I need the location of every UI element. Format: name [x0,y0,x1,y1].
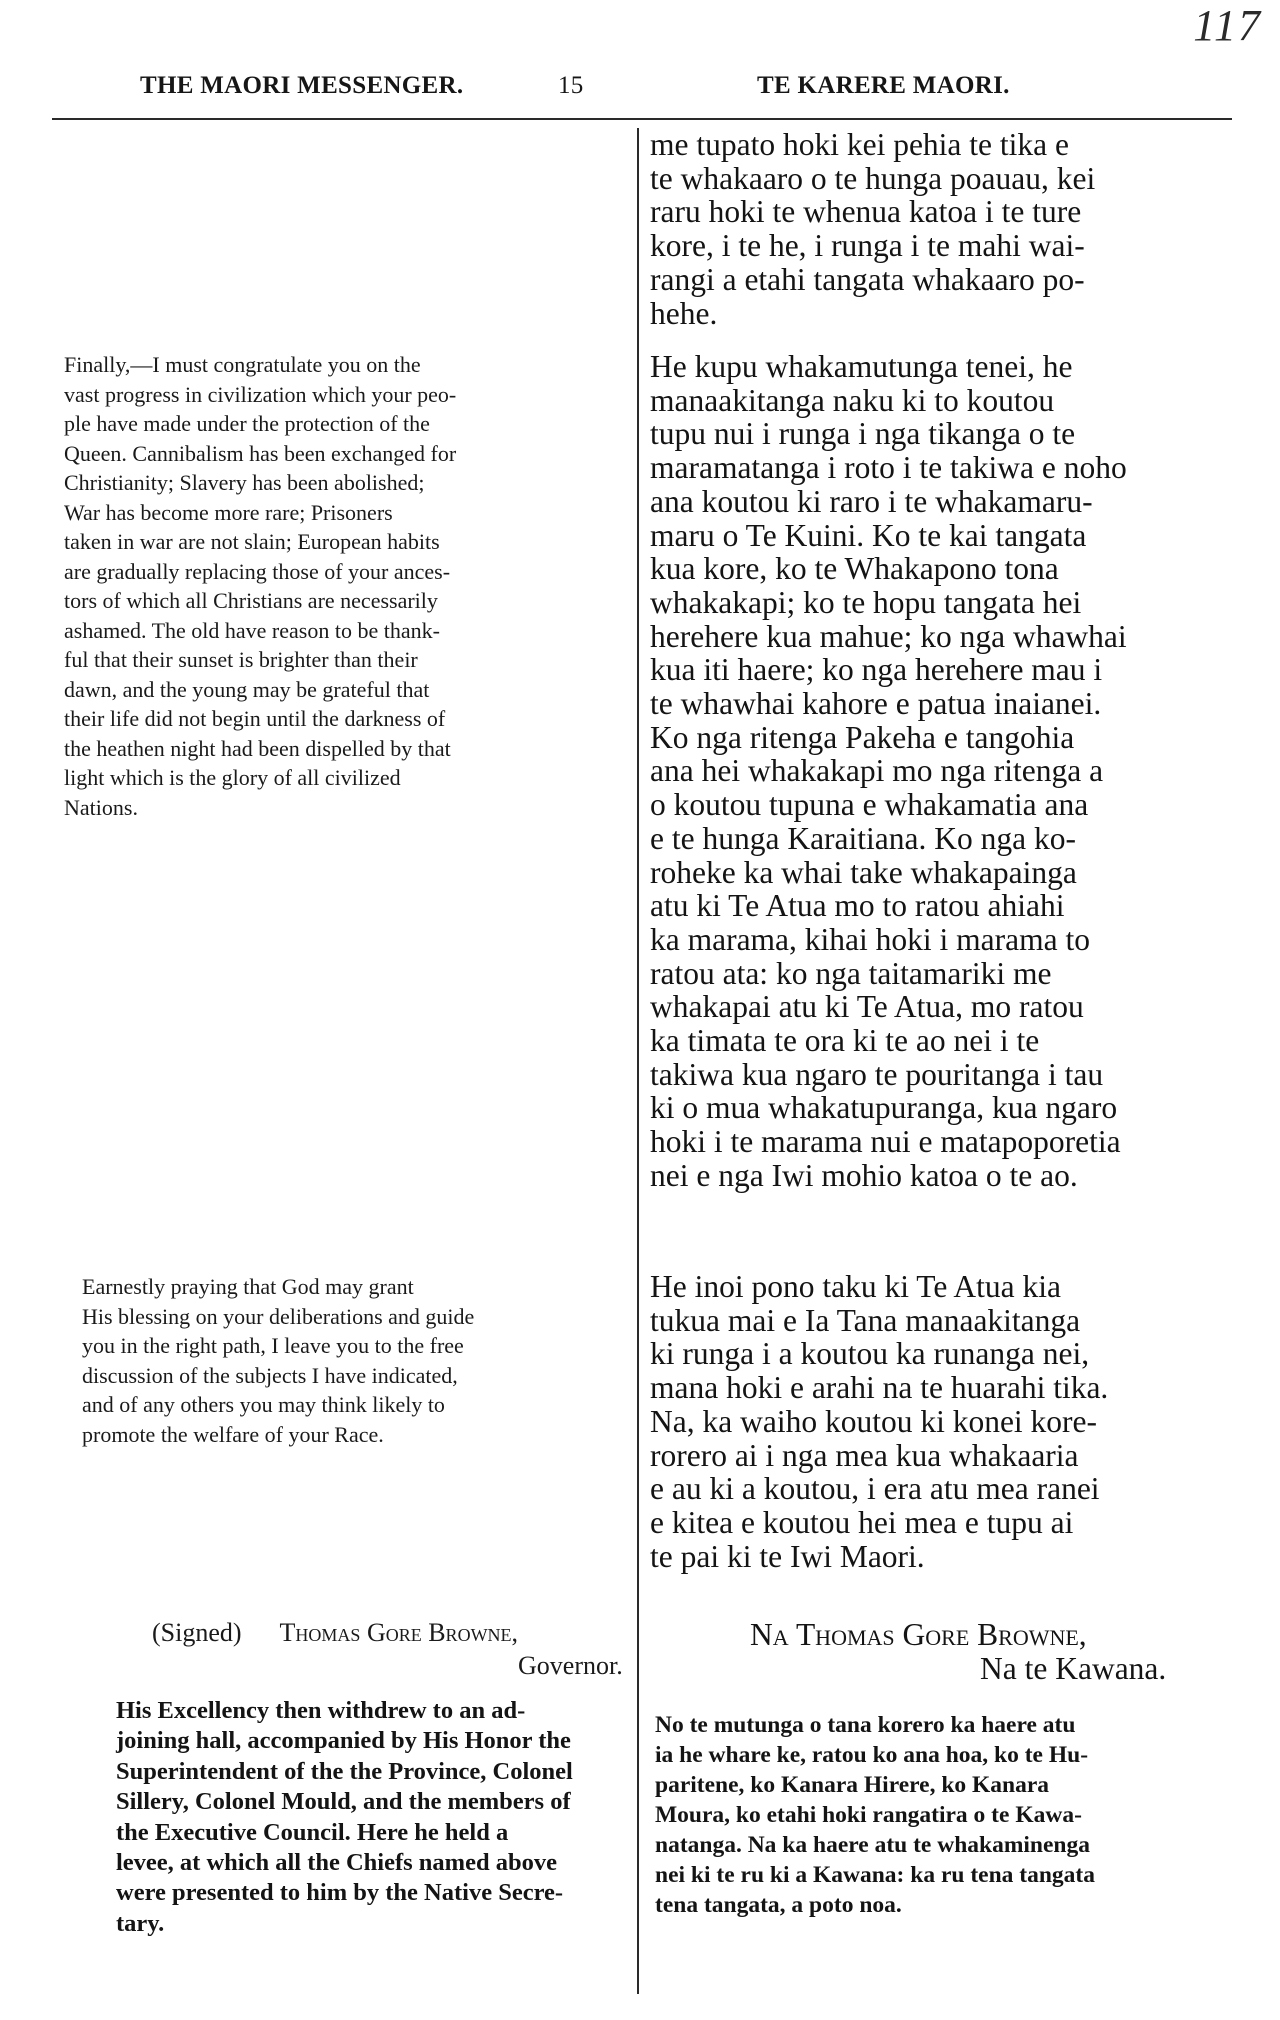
english-paragraph-finally: Finally,—I must congratulate you on the vast progress in civilization which your peo- ple have made under the protection of the Queen. Cannibalism has been exchanged for Christianity; Slavery has been abolished; War has become more rare; Prisoners taken in war are not slain; European habits are gradually replacing those of your ances- tors of which all Christians are necessarily ashamed. The old have reason to be thank- ful that their sunset is brighter than their dawn, and the young may be grateful that their life did not begin until the darkness of the heathen night had been dispelled by that light which is the glory of all civilized Nations. [64,352,457,820]
signed-name: Thomas Gore Browne, [279,1618,519,1647]
english-paragraph-excellency: His Excellency then withdrew to an ad- joining hall, accompanied by His Honor the Superintendent of the the Province, Colonel Sillery, Colonel Mould, and the members of the Executive Council. Here he held a levee, at which all the Chiefs named above were presented to him by the Native Secre- tary. [116,1697,573,1937]
maori-paragraph-3: He inoi pono taku ki Te Atua kia tukua mai e Ia Tana manaakitanga ki runga i a koutou ka runanga nei, mana hoki e arahi na te huarahi tika. Na, ka waiho koutou ki konei kore- rorero ai i nga mea kua whakaaria e au ki a koutou, i era atu mea ranei e kitea e koutou hei mea e tupu ai te pai ki te Iwi Maori. [650,1269,1109,1574]
header-title-english: THE MAORI MESSENGER. [140,72,464,99]
running-header [140,72,1080,112]
english-paragraph-earnestly: Earnestly praying that God may grant His blessing on your deliberations and guide you in the right path, I leave you to the free discussion of the subjects I have indicated, and of any others you may think likely to promote the welfare of your Race. [82,1274,475,1447]
folio-number: 117 [1193,1,1262,50]
header-title-maori: TE KARERE MAORI. [757,72,1010,99]
english-signature [152,1618,518,1648]
maori-signature-name: Na Thomas Gore Browne, [750,1617,1087,1652]
maori-paragraph-4: No te mutunga o tana korero ka haere atu ia he whare ke, ratou ko ana hoa, ko te Hu- paritene, ko Kanara Hirere, ko Kanara Moura, ko etahi hoki rangatira o te Kawa- natanga. Na ka haere atu te whakaminenga nei ki te ru ki a Kawana: ka ru tena tangata tena tangata, a poto noa. [655,1712,1095,1918]
maori-signature-title: Na te Kawana. [980,1651,1167,1686]
header-page-number: 15 [558,72,584,99]
column-divider [637,128,639,1994]
maori-paragraph-1: me tupato hoki kei pehia te tika e te whakaaro o te hunga poauau, kei raru hoki te whenua katoa i te ture kore, i te he, i runga i te mahi wai- rangi a etahi tangata whakaaro po- hehe. [650,127,1096,331]
english-signature-title: Governor. [518,1651,623,1680]
maori-paragraph-2: He kupu whakamutunga tenei, he manaakitanga naku ki to koutou tupu nui i runga i nga tikanga o te maramatanga i roto i te takiwa e noho ana koutou ki raro i te whakamaru- maru o Te Kuini. Ko te kai tangata kua kore, ko te Whakapono tona whakakapi; ko te hopu tangata hei herehere kua mahue; ko nga whawhai kua iti haere; ko nga herehere mau i te whawhai kahore e patua inaianei. Ko nga ritenga Pakeha e tangohia ana hei whakakapi mo nga ritenga a o koutou tupuna e whakamatia ana e te hunga Karaitiana. Ko nga ko- roheke ka whai take whakapainga atu ki Te Atua mo to ratou ahiahi ka marama, kihai hoki i marama to ratou ata: ko nga taitamariki me whakapai atu ki Te Atua, mo ratou ka timata te ora ki te ao nei i te takiwa kua ngaro te pouritanga i tau ki o mua whakatupuranga, kua ngaro hoki i te marama nui e matapoporetia nei e nga Iwi mohio katoa o te ao. [650,349,1127,1193]
signed-label: (Signed) [152,1618,242,1647]
header-rule [52,118,1232,120]
